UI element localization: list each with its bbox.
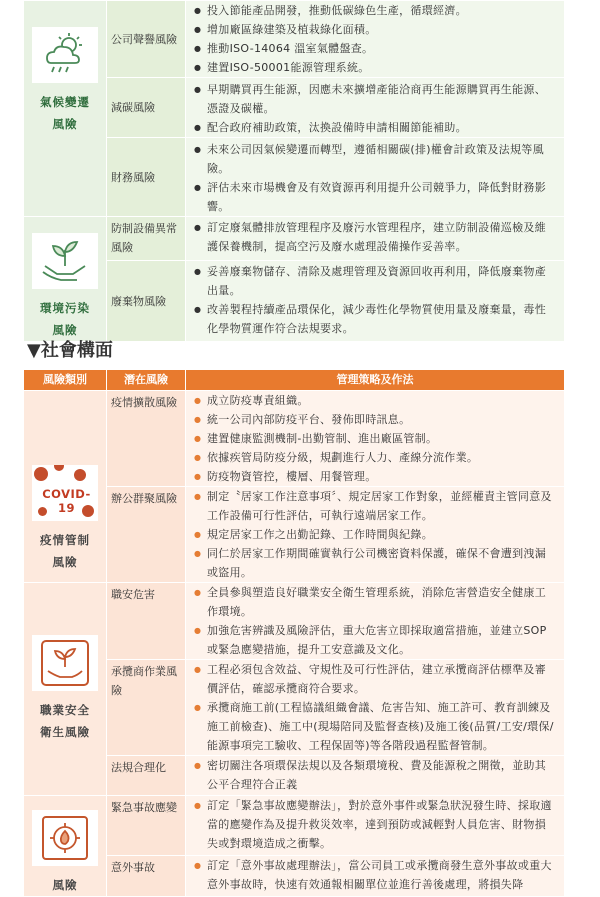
list-item: ● 評估未來市場機會及有效資源再利用提升公司競爭力，降低對財務影響。 [194,178,556,216]
list-item: ● 建置ISO-50001能源管理系統。 [194,58,556,77]
category-cell-climate [24,1,107,217]
potential-risk: 財務風險 [107,138,186,217]
column-header: 管理策略及作法 [186,370,565,391]
category-label: 疫情管制 風險 [40,533,90,569]
strategy-cell [186,261,565,342]
list-item: ● 密切關注各項環保法規以及各類環境稅、費及能源稅之開徵，並助其公平合理符合正義 [194,756,556,794]
list-item: ● 早期購買再生能源，因應未來擴增產能洽商再生能源購買再生能源、憑證及碳權。 [194,80,556,118]
list-item: ● 妥善廢棄物儲存、清除及處理管理及資源回收再利用，降低廢棄物產出量。 [194,262,556,300]
potential-risk: 職安危害 [107,583,186,660]
table-row [24,391,565,487]
list-item: ● 全員參與塑造良好職業安全衛生管理系統，消除危害營造安全健康工作環境。 [194,583,556,621]
category-label: 環境污染 風險 [40,301,90,337]
triangle-marker: ▼ [27,340,41,361]
strategy-cell [186,487,565,583]
list-item: ● 訂定廢氣體排放管理程序及廢污水管理程序，建立防制設備巡檢及維護保養機制，提高空污及廢水處理設備操作妥善率。 [194,218,556,256]
category-cell-emergency [24,796,107,897]
list-item: ● 訂定「緊急事故應變辦法」，對於意外事件或緊急狀況發生時、採取適當的應變作為及提升救災效率，達到預防或減輕對人員危害、財物損失或對環境造成之衝擊。 [194,796,556,853]
social-risk-table [23,369,565,897]
list-item: ● 建置健康監測機制-出勤管制、進出廠區管制。 [194,429,556,448]
list-item: ● 加強危害辨識及風險評估，重大危害立即採取適當措施，並建立SOP或緊急應變措施，提升工安意識及文化。 [194,621,556,659]
environment-risk-table [23,0,565,342]
gear-flame-icon [32,810,98,866]
potential-risk: 意外事故 [107,855,186,896]
list-item: ● 防疫物資管控，樓層、用餐管理。 [194,467,556,486]
strategy-cell [186,78,565,138]
category-label: 氣候變遷 風險 [40,95,90,131]
list-item: ● 投入節能產品開發，推動低碳綠色生產，循環經濟。 [194,1,556,20]
potential-risk: 緊急事故應變 [107,796,186,856]
list-item: ● 改善製程持續產品環保化，減少毒性化學物質使用量及廢棄量，毒性化學物質運作符合法規要求。 [194,300,556,338]
section-title-text: 社會構面 [40,340,113,361]
category-cell-pollution [24,217,107,342]
potential-risk: 承攬商作業風險 [107,660,186,756]
strategy-cell [186,1,565,78]
strategy-cell [186,583,565,660]
potential-risk: 防制設備異常風險 [107,217,186,261]
list-item: ● 訂定「意外事故處理辦法」，當公司員工或承攬商發生意外事故或重大意外事故時，快速有效通報相關單位並進行善後處理，將損失降 [194,856,556,894]
list-item: ● 統一公司內部防疫平台、發佈即時訊息。 [194,410,556,429]
potential-risk: 疫情擴散風險 [107,391,186,487]
list-item: ● 承攬商施工前(工程協議組織會議、危害告知、施工許可、教育訓練及施工前檢查)、施工中(現場陪同及監督查核)及施工後(品質/工安/環保/能源事項完工驗收、工程保固等)等各階段過程監督管制。 [194,698,556,755]
hand-plant-gear-icon [32,635,98,691]
table-row [24,217,565,261]
covid-19-icon [32,465,98,521]
category-cell-safety [24,583,107,796]
list-item: ● 推動ISO-14064 溫室氣體盤查。 [194,39,556,58]
covid-icon-text: COVID-19 [42,487,91,515]
strategy-cell [186,796,565,856]
strategy-cell [186,855,565,896]
potential-risk: 辦公群聚風險 [107,487,186,583]
column-header: 風險類別 [24,370,107,391]
potential-risk: 減碳風險 [107,78,186,138]
table-header-row [24,370,565,391]
strategy-cell [186,660,565,756]
leaf-hands-icon [32,233,98,289]
list-item: ● 配合政府補助政策，汰換設備時申請相關節能補助。 [194,118,556,137]
list-item: ● 同仁於居家工作期間確實執行公司機密資料保護，確保不會遭到洩漏或盜用。 [194,544,556,582]
list-item: ● 規定居家工作之出勤記錄、工作時間與紀錄。 [194,525,556,544]
potential-risk: 廢棄物風險 [107,261,186,342]
list-item: ● 未來公司因氣候變遷而轉型，遵循相關碳(排)權會計政策及法規等風險。 [194,140,556,178]
cloud-sun-rain-icon [32,27,98,83]
potential-risk: 法規合理化 [107,756,186,796]
section-title [27,336,113,362]
table-row [24,583,565,660]
column-header: 潛在風險 [107,370,186,391]
list-item: ● 依據疾管局防疫分級，規劃進行人力、產線分流作業。 [194,448,556,467]
category-cell-covid [24,391,107,583]
table-row [24,796,565,856]
list-item: ● 制定〝居家工作注意事項〞、規定居家工作對象，並經權責主管同意及工作設備可行性評估，可執行遠端居家工作。 [194,487,556,525]
category-label: 職業安全 衛生風險 [40,703,90,739]
potential-risk: 公司聲譽風險 [107,1,186,78]
strategy-cell [186,138,565,217]
list-item: ● 增加廠區綠建築及植栽綠化面積。 [194,20,556,39]
strategy-cell [186,756,565,796]
list-item: ● 成立防疫專責組織。 [194,391,556,410]
category-label: 風險 [52,878,78,892]
strategy-cell [186,217,565,261]
strategy-cell [186,391,565,487]
table-row [24,1,565,78]
list-item: ● 工程必須包含效益、守規性及可行性評估，建立承攬商評估標準及審價評估，確認承攬商符合要求。 [194,660,556,698]
